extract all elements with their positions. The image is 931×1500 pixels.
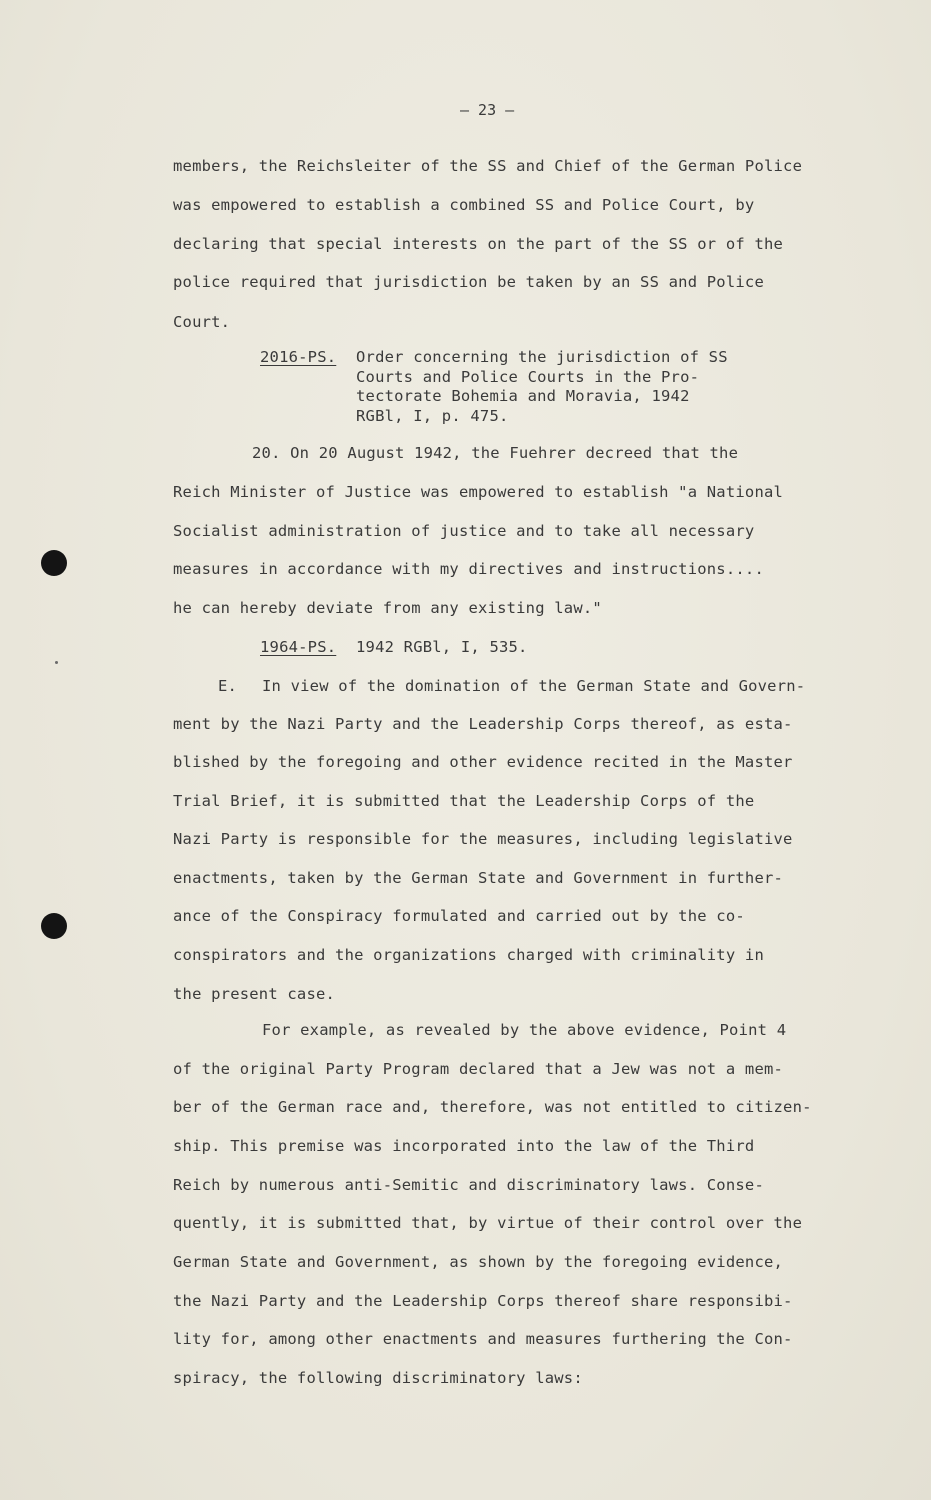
citation-line: tectorate Bohemia and Moravia, 1942	[356, 387, 690, 405]
paragraph-line: the Nazi Party and the Leadership Corps thereof share responsibi-	[173, 1292, 793, 1310]
paragraph-line: For example, as revealed by the above evidence, Point 4	[262, 1021, 787, 1039]
paper-speck	[55, 661, 58, 664]
paragraph-line: quently, it is submitted that, by virtue of their control over the	[173, 1214, 803, 1232]
paragraph-line: declaring that special interests on the part of the SS or of the	[173, 235, 784, 253]
citation-reference: 1964-PS.	[260, 638, 337, 656]
paragraph-line: blished by the foregoing and other evidence recited in the Master	[173, 753, 793, 771]
paragraph-line: ment by the Nazi Party and the Leadership Corps thereof, as esta-	[173, 715, 793, 733]
paragraph-line: Reich Minister of Justice was empowered to establish "a National	[173, 483, 784, 501]
punch-hole-top	[41, 550, 67, 576]
paragraph-line: conspirators and the organizations charged with criminality in	[173, 946, 764, 964]
paragraph-line: Nazi Party is responsible for the measures, including legislative	[173, 830, 793, 848]
paragraph-line: the present case.	[173, 985, 336, 1003]
paragraph-line: he can hereby deviate from any existing law."	[173, 599, 602, 617]
paragraph-line: of the original Party Program declared that a Jew was not a mem-	[173, 1060, 784, 1078]
section-marker: E.	[218, 677, 238, 695]
citation-reference: 2016-PS.	[260, 348, 337, 366]
paragraph-line: Trial Brief, it is submitted that the Leadership Corps of the	[173, 792, 755, 810]
paragraph-line: Socialist administration of justice and to take all necessary	[173, 522, 755, 540]
paragraph-line: was empowered to establish a combined SS and Police Court, by	[173, 196, 755, 214]
punch-hole-bottom	[41, 913, 67, 939]
paragraph-line: ship. This premise was incorporated into the law of the Third	[173, 1137, 755, 1155]
paragraph-line: ance of the Conspiracy formulated and carried out by the co-	[173, 907, 745, 925]
paragraph-line: Court.	[173, 313, 231, 331]
paragraph-line: German State and Government, as shown by the foregoing evidence,	[173, 1253, 784, 1271]
page-number: – 23 –	[460, 101, 515, 119]
paragraph-line: 20. On 20 August 1942, the Fuehrer decreed that the	[252, 444, 739, 462]
citation-line: Order concerning the jurisdiction of SS	[356, 348, 728, 366]
paragraph-line: measures in accordance with my directives and instructions....	[173, 560, 764, 578]
citation-line: 1942 RGBl, I, 535.	[356, 638, 528, 656]
paragraph-line: enactments, taken by the German State and Government in further-	[173, 869, 784, 887]
paragraph-line: ber of the German race and, therefore, was not entitled to citizen-	[173, 1098, 812, 1116]
citation-line: Courts and Police Courts in the Pro-	[356, 368, 700, 386]
paragraph-line: In view of the domination of the German State and Govern-	[262, 677, 806, 695]
paragraph-line: Reich by numerous anti-Semitic and discriminatory laws. Conse-	[173, 1176, 764, 1194]
paragraph-line: members, the Reichsleiter of the SS and Chief of the German Police	[173, 157, 803, 175]
paragraph-line: lity for, among other enactments and measures furthering the Con-	[173, 1330, 793, 1348]
paragraph-line: police required that jurisdiction be taken by an SS and Police	[173, 273, 764, 291]
paragraph-line: spiracy, the following discriminatory laws:	[173, 1369, 583, 1387]
citation-line: RGBl, I, p. 475.	[356, 407, 509, 425]
